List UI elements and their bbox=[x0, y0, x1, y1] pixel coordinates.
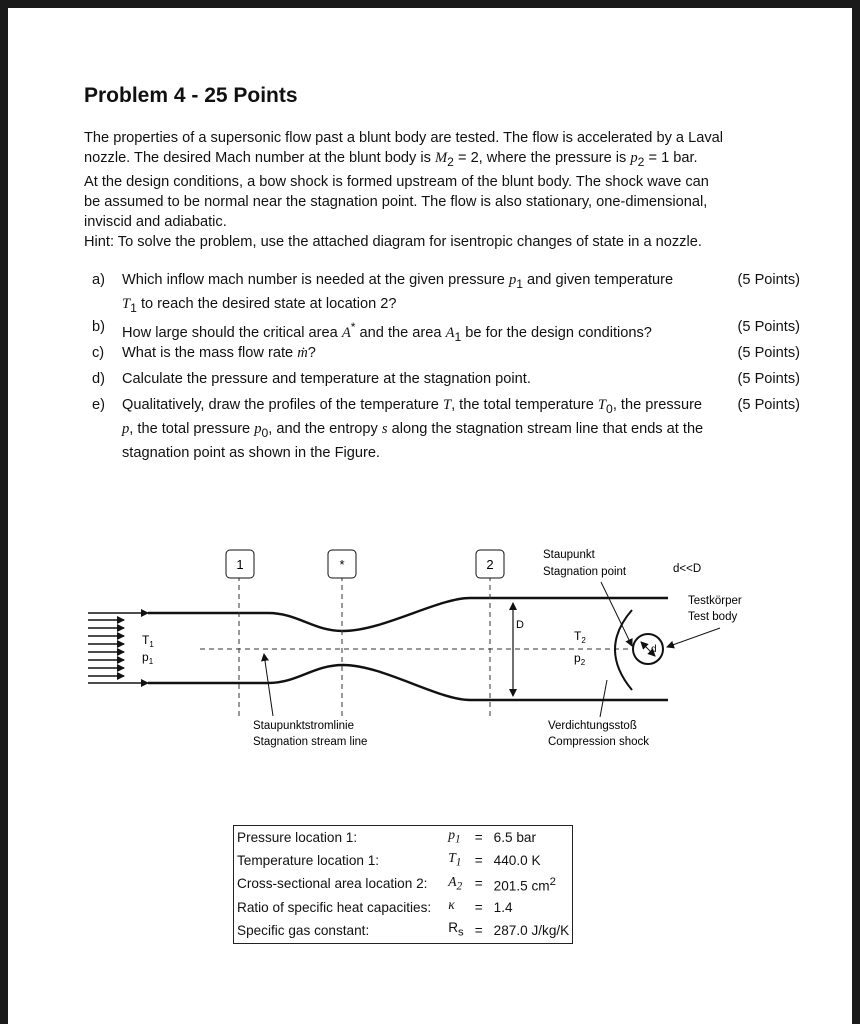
bow-shock bbox=[615, 610, 632, 690]
problem-statement bbox=[84, 128, 764, 252]
points-label: (5 Points) bbox=[737, 345, 800, 361]
nozzle-upper-wall bbox=[148, 598, 668, 631]
question-b: b) How large should the critical area A* and the area $A_1$ be for the design conditions? (5 Points) bbox=[92, 319, 800, 344]
nozzle-lower-wall bbox=[148, 665, 668, 700]
intro-line: inviscid and adiabatic. bbox=[84, 213, 227, 230]
intro-line: nozzle. The desired Mach number at the blunt body is $M_2 = 2$, where the pressure is $p_2 = 1$ bar. bbox=[84, 150, 698, 169]
test-body-label: Test body bbox=[688, 611, 738, 623]
table-row: Specific gas constant: $R_s$ = 287.0 J/kg/K bbox=[237, 920, 570, 939]
stagnation-point-label: Stagnation point bbox=[543, 566, 627, 578]
hint-text: Hint: To solve the problem, use the attached diagram for isentropic changes of state in a nozzle. bbox=[84, 233, 702, 250]
given-parameters-table bbox=[233, 825, 573, 944]
verdichtungsstoss-label: Verdichtungsstoß bbox=[548, 720, 637, 732]
shock-pointer bbox=[600, 680, 607, 717]
table-row: Temperature location 1: $T_1$ = 440.0 K bbox=[237, 850, 541, 870]
table-row: Cross-sectional area location 2: $A_2$ = 201.5 $cm^2$ bbox=[237, 873, 556, 894]
problem-title: Problem 4 - 25 Points bbox=[84, 84, 298, 107]
t2-label: $T_2$ bbox=[574, 629, 586, 645]
staupunkt-label: Staupunkt bbox=[543, 549, 595, 561]
staupunktstromlinie-label: Staupunktstromlinie bbox=[253, 720, 354, 732]
svg-text:1: 1 bbox=[236, 557, 244, 572]
question-e: e) Qualitatively, draw the profiles of the temperature T, the total temperature $T_0$, the pressure p, the total pressure $p_0$, and the entropy s along the stagnation stream line that ends at the stagnation point as shown in the Figure. (5 Points) bbox=[92, 397, 800, 461]
question-a: a) Which inflow mach number is needed at the given pressure $p_1$ and given temperature $T_1$ to reach the desired state at location 2? (5 Points) bbox=[92, 272, 800, 315]
table-row: Ratio of specific heat capacities: κ = 1.4 bbox=[237, 896, 513, 915]
d-ll-D-label: d<<D bbox=[673, 563, 702, 575]
table-row: Pressure location 1: $p_1$ = 6.5 bar bbox=[237, 827, 536, 846]
inflow-arrows bbox=[88, 613, 148, 683]
body-diameter-label: d bbox=[651, 644, 657, 655]
station-1-box bbox=[226, 550, 254, 578]
diameter-label: D bbox=[516, 619, 524, 631]
p2-label: $p_2$ bbox=[574, 651, 586, 667]
p1-label: $p_1$ bbox=[142, 650, 154, 666]
intro-line: At the design conditions, a bow shock is formed upstream of the blunt body. The shock wave can bbox=[84, 173, 709, 190]
points-label: (5 Points) bbox=[737, 319, 800, 335]
test-body-arrow bbox=[667, 628, 720, 647]
station-2-box bbox=[476, 550, 504, 578]
stagnation-stream-line-label: Stagnation stream line bbox=[253, 736, 368, 748]
testkoerper-label: Testkörper bbox=[688, 595, 742, 607]
question-c: c) What is the mass flow rate ṁ? (5 Points) bbox=[92, 345, 800, 361]
svg-text:*: * bbox=[339, 557, 345, 572]
question-d: d) Calculate the pressure and temperature at the stagnation point. (5 Points) bbox=[92, 371, 800, 387]
t1-label: $T_1$ bbox=[142, 633, 154, 649]
svg-text:2: 2 bbox=[486, 557, 494, 572]
intro-line: be assumed to be normal near the stagnation point. The flow is also stationary, one-dimensional, bbox=[84, 193, 708, 210]
points-label: (5 Points) bbox=[737, 397, 800, 413]
stream-line-pointer bbox=[264, 654, 273, 716]
points-label: (5 Points) bbox=[737, 272, 800, 288]
nozzle-diagram bbox=[8, 528, 852, 768]
document-page bbox=[8, 8, 852, 1024]
compression-shock-label: Compression shock bbox=[548, 736, 649, 748]
points-label: (5 Points) bbox=[737, 371, 800, 387]
station-star-box bbox=[328, 550, 356, 578]
intro-line: The properties of a supersonic flow past a blunt body are tested. The flow is accelerated by a Laval bbox=[84, 130, 723, 146]
